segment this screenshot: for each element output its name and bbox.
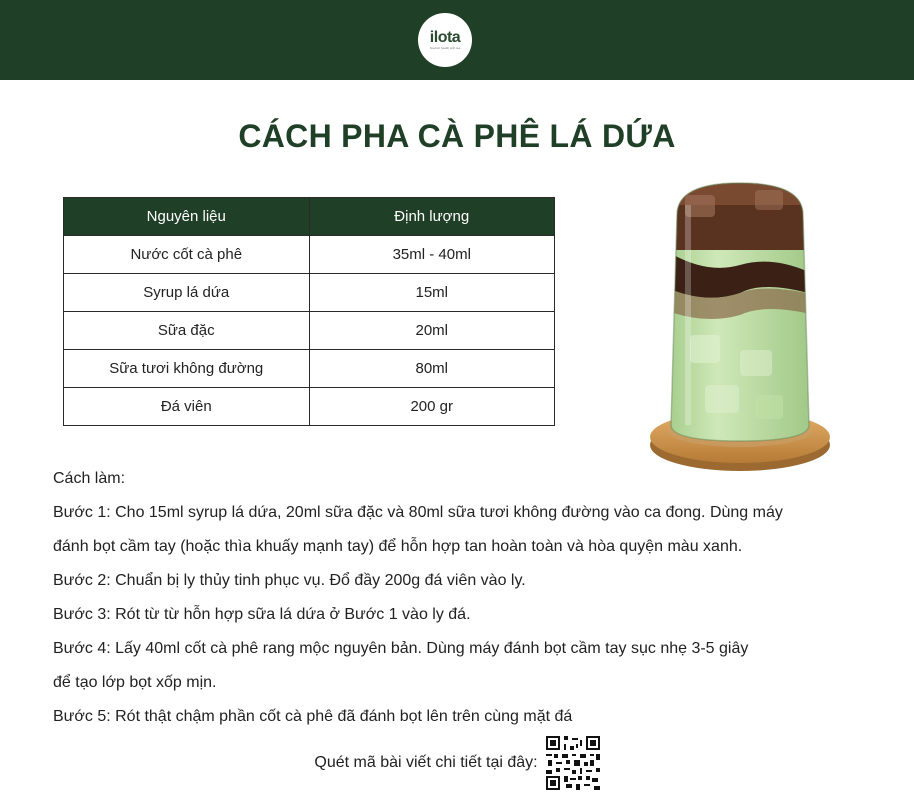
- amount-cell: 80ml: [309, 350, 555, 388]
- table-header-row: [64, 198, 555, 236]
- step-line: Bước 5: Rót thật chậm phần cốt cà phê đã đánh bọt lên trên cùng mặt đá: [53, 708, 573, 725]
- header-ingredient: Nguyên liệu: [64, 198, 310, 236]
- amount-cell: 35ml - 40ml: [309, 236, 555, 274]
- iced-pandan-coffee-image: [645, 175, 835, 475]
- table-row: [64, 388, 555, 426]
- ingredient-cell: Syrup lá dứa: [64, 274, 310, 312]
- qr-section: [0, 736, 914, 790]
- amount-cell: 200 gr: [309, 388, 555, 426]
- step-line: Bước 2: Chuẩn bị ly thủy tinh phục vụ. Đổ đầy 200g đá viên vào ly.: [53, 572, 526, 589]
- step-line: để tạo lớp bọt xốp mịn.: [53, 674, 217, 691]
- table-row: [64, 274, 555, 312]
- step-line: Bước 1: Cho 15ml syrup lá dứa, 20ml sữa đặc và 80ml sữa tươi không đường vào ca đong. Dùng máy: [53, 504, 783, 521]
- header-amount: Định lượng: [309, 198, 555, 236]
- qr-code-icon[interactable]: [546, 736, 600, 790]
- step-line: Bước 3: Rót từ từ hỗn hợp sữa lá dứa ở Bước 1 vào ly đá.: [53, 606, 471, 623]
- page-title: CÁCH PHA CÀ PHÊ LÁ DỨA: [238, 118, 676, 154]
- ingredient-cell: Sữa đặc: [64, 312, 310, 350]
- step-line: đánh bọt cầm tay (hoặc thìa khuấy mạnh tay) để hỗn hợp tan hoàn toàn và hòa quyện màu xanh.: [53, 538, 743, 555]
- logo-tagline: Nourish health with tea: [429, 45, 461, 50]
- ingredients-table: [63, 197, 555, 426]
- table-row: [64, 236, 555, 274]
- table-row: [64, 312, 555, 350]
- ingredient-cell: Đá viên: [64, 388, 310, 426]
- ilota-logo[interactable]: [418, 13, 472, 67]
- header-bar: [0, 0, 914, 80]
- amount-cell: 15ml: [309, 274, 555, 312]
- amount-cell: 20ml: [309, 312, 555, 350]
- method-heading: Cách làm:: [53, 470, 126, 487]
- ingredient-cell: Nước cốt cà phê: [64, 236, 310, 274]
- qr-caption: Quét mã bài viết chi tiết tại đây:: [314, 754, 538, 771]
- method-section: [53, 462, 893, 734]
- ingredient-cell: Sữa tươi không đường: [64, 350, 310, 388]
- table-row: [64, 350, 555, 388]
- logo-text: ilota: [429, 28, 461, 46]
- step-line: Bước 4: Lấy 40ml cốt cà phê rang mộc nguyên bản. Dùng máy đánh bọt cầm tay sục nhẹ 3-5 giây: [53, 640, 749, 657]
